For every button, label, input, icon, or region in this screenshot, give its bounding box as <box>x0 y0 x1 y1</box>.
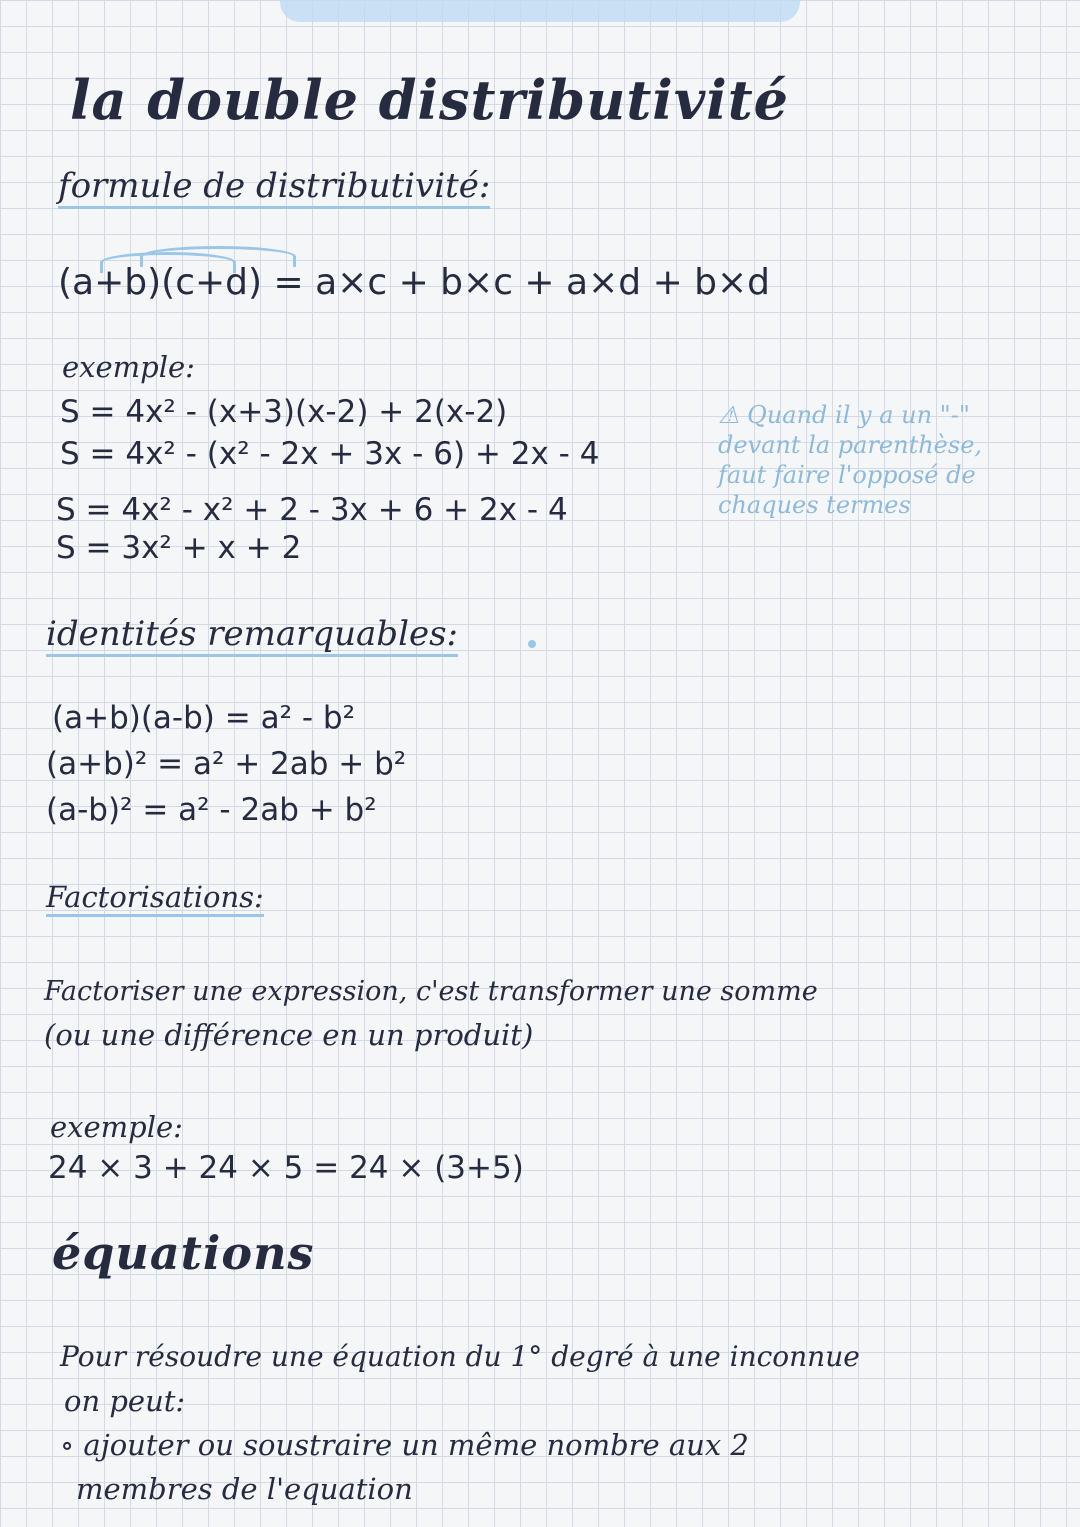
example-label: exemple: <box>62 350 195 384</box>
equations-line: membres de l'equation <box>76 1472 413 1506</box>
identities-heading <box>46 614 458 654</box>
decorative-blue-marker <box>280 0 800 22</box>
example-line: S = 4x² - (x² - 2x + 3x - 6) + 2x - 4 <box>60 436 600 472</box>
equations-line: on peut: <box>64 1384 186 1418</box>
note-line: chaques termes <box>718 491 911 519</box>
equations-line: Pour résoudre une équation du 1° degré à une inconnue <box>60 1340 860 1373</box>
heading-dot <box>528 640 536 648</box>
factorisation-heading <box>46 880 264 914</box>
equations-line: ∘ ajouter ou soustraire un même nombre aux 2 <box>60 1428 749 1462</box>
factorisation-text-line: (ou une différence en un produit) <box>44 1018 534 1052</box>
formula-heading <box>58 166 490 206</box>
factorisation-heading-text: Factorisations: <box>46 880 264 917</box>
factorisation-text-line: Factoriser une expression, c'est transformer une somme <box>44 976 818 1007</box>
example-line: S = 4x² - (x+3)(x-2) + 2(x-2) <box>60 394 508 430</box>
factorisation-example: 24 × 3 + 24 × 5 = 24 × (3+5) <box>48 1150 524 1186</box>
note-line: faut faire l'opposé de <box>718 461 976 489</box>
example-line: S = 4x² - x² + 2 - 3x + 6 + 2x - 4 <box>56 492 568 528</box>
distributivity-formula: (a+b)(c+d) = a×c + b×c + a×d + b×d <box>58 262 771 303</box>
identity-line: (a+b)(a-b) = a² - b² <box>52 700 355 736</box>
identities-heading-text: identités remarquables: <box>46 614 458 657</box>
formula-heading-text: formule de distributivité: <box>58 166 490 209</box>
identity-line: (a+b)² = a² + 2ab + b² <box>46 746 407 782</box>
minus-sign-note <box>718 400 982 520</box>
note-line: ⚠ Quand il y a un "-" <box>718 401 970 429</box>
factorisation-example-label: exemple: <box>50 1110 183 1144</box>
identity-line: (a-b)² = a² - 2ab + b² <box>46 792 377 828</box>
note-line: devant la parenthèse, <box>718 431 983 459</box>
page-title: la double distributivité <box>70 68 790 132</box>
equations-heading: équations <box>52 1226 315 1280</box>
example-line: S = 3x² + x + 2 <box>56 530 302 566</box>
